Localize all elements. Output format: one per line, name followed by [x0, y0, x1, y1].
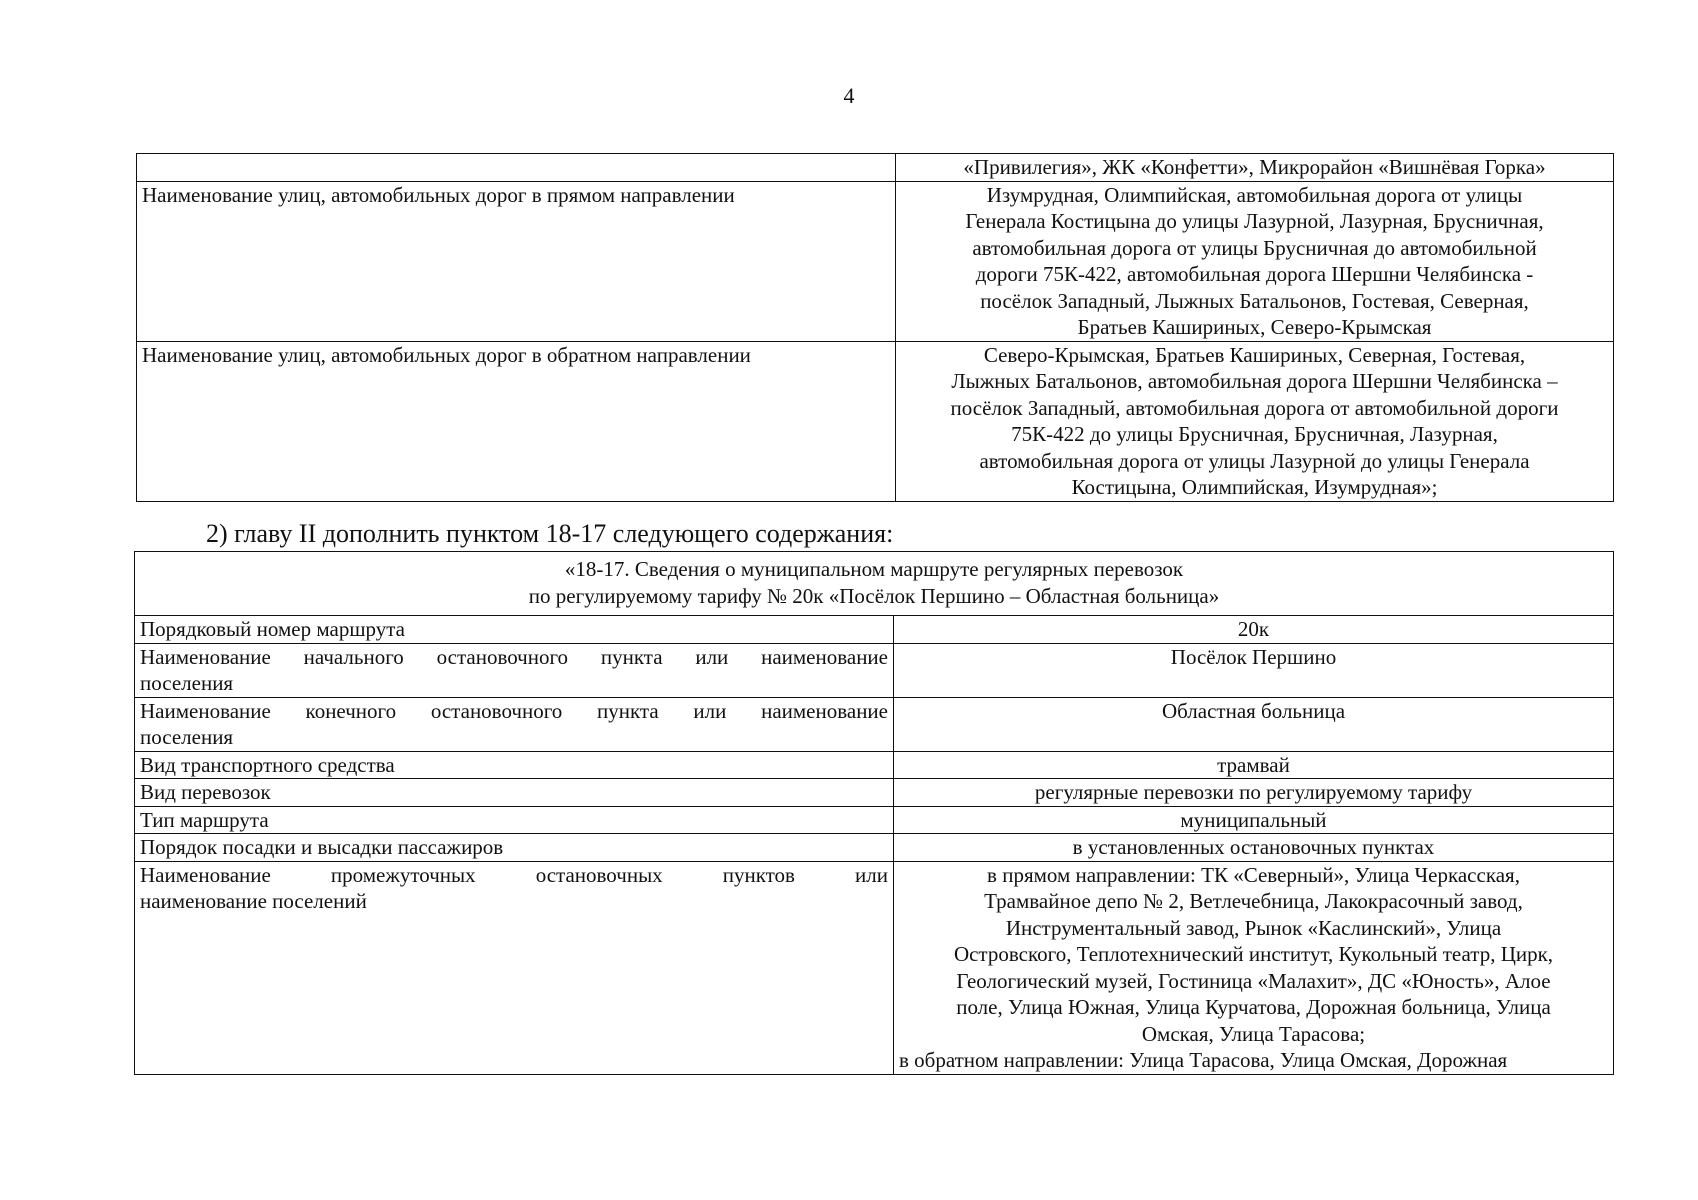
cell-label: Наименование конечного остановочного пункта или наименование поселения: [135, 697, 894, 751]
page-number: 4: [843, 83, 855, 108]
table-row: [137, 341, 1614, 501]
cell-label: Порядок посадки и высадки пассажиров: [135, 834, 894, 862]
amendment-intro-text: 2) главу II дополнить пунктом 18-17 следующего содержания:: [206, 519, 894, 548]
table-row: [137, 154, 1614, 182]
cell-label-intermediate-stops: Наименование промежуточных остановочных пунктов или наименование поселений: [135, 861, 894, 1074]
cell-value: Областная больница: [894, 697, 1614, 751]
cell-value-intermediate-stops: в прямом направлении: ТК «Северный», Улица Черкасская, Трамвайное депо № 2, Ветлечебница, Лакокрасочный завод, Инструментальный завод, Рынок «Каслинский», Улица Островского, Теплотехнический институт, Кукольный театр, Цирк, Геологический музей, Гостиница «Малахит», ДС «Юность», Алое поле, Улица Южная, Улица Курчатова, Дорожная больница, Улица Омская, Улица Тарасова; в обратном направлении: Улица Тарасова, Улица Омская, Дорожная: [894, 861, 1614, 1074]
table-row: [137, 181, 1614, 341]
cell-label: Наименование начального остановочного пункта или наименование поселения: [135, 643, 894, 697]
cell-label: Порядковый номер маршрута: [135, 616, 894, 644]
table-row: [135, 751, 1614, 779]
cell-label: Вид транспортного средства: [135, 751, 894, 779]
cell-label-reverse-streets: Наименование улиц, автомобильных дорог в обратном направлении: [137, 341, 896, 501]
cell-value: «Привилегия», ЖК «Конфетти», Микрорайон «Вишнёвая Горка»: [896, 154, 1614, 182]
cell-value: в установленных остановочных пунктах: [894, 834, 1614, 862]
cell-label-forward-streets: Наименование улиц, автомобильных дорог в прямом направлении: [137, 181, 896, 341]
route-streets-table-continued: [136, 153, 1614, 502]
cell-value: Посёлок Першино: [894, 643, 1614, 697]
empty-cell: [137, 154, 896, 182]
cell-value: трамвай: [894, 751, 1614, 779]
cell-label: Вид перевозок: [135, 779, 894, 807]
table-row: [135, 806, 1614, 834]
table-title: «18-17. Сведения о муниципальном маршруте регулярных перевозок по регулируемому тарифу № 20к «Посёлок Першино – Областная больница»: [135, 552, 1614, 616]
cell-value: муниципальный: [894, 806, 1614, 834]
table-row: [135, 779, 1614, 807]
table-row: [135, 616, 1614, 644]
table-row: [135, 834, 1614, 862]
cell-value-forward-streets: Изумрудная, Олимпийская, автомобильная дорога от улицы Генерала Костицына до улицы Лазурной, Лазурная, Брусничная, автомобильная дорога от улицы Брусничная до автомобильной дороги 75К-422, автомобильная дорога Шершни Челябинска - посёлок Западный, Лыжных Батальонов, Гостевая, Северная, Братьев Кашириных, Северо-Крымская: [896, 181, 1614, 341]
cell-label: Тип маршрута: [135, 806, 894, 834]
table-header-row: [135, 552, 1614, 616]
table-row: [135, 697, 1614, 751]
route-20k-table: [134, 551, 1614, 1075]
table-row: [135, 643, 1614, 697]
cell-value-reverse-streets: Северо-Крымская, Братьев Кашириных, Северная, Гостевая, Лыжных Батальонов, автомобильная дорога Шершни Челябинска – посёлок Западный, автомобильная дорога от автомобильной дороги 75К-422 до улицы Брусничная, Брусничная, Лазурная, автомобильная дорога от улицы Лазурной до улицы Генерала Костицына, Олимпийская, Изумрудная»;: [896, 341, 1614, 501]
cell-value: регулярные перевозки по регулируемому тарифу: [894, 779, 1614, 807]
cell-value: 20к: [894, 616, 1614, 644]
table-row: [135, 861, 1614, 1074]
